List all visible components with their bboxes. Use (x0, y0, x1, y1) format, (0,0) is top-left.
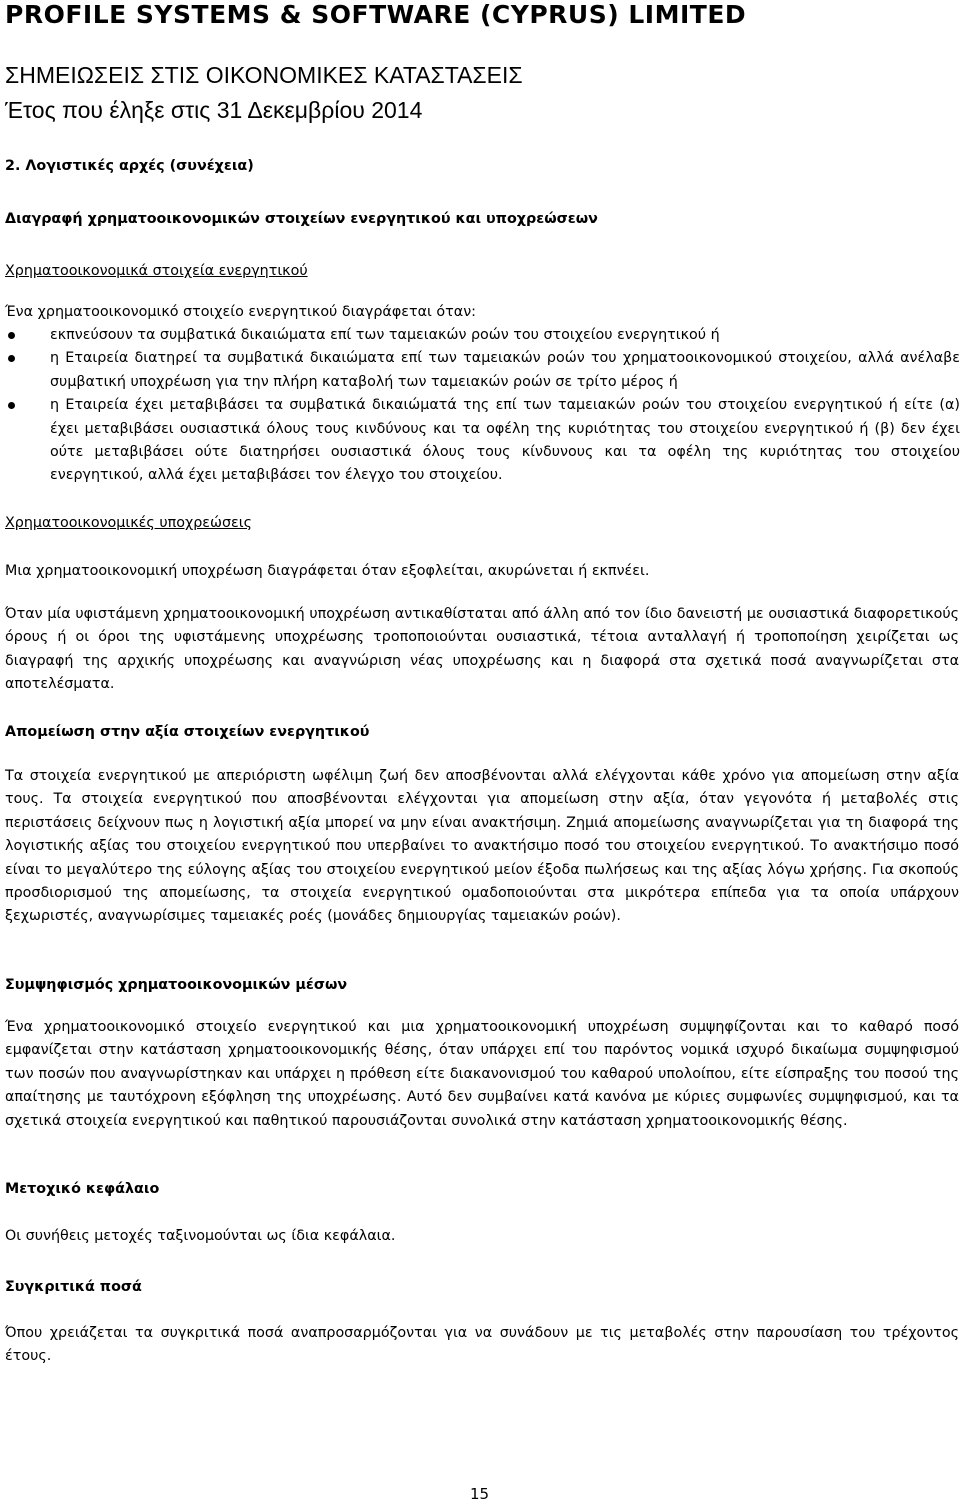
list-item-text: η Εταιρεία διατηρεί τα συμβατικά δικαιώματα επί των ταμειακών ροών του χρηματοοικονομικού στοιχείου, αλλά ανέλαβε συμβατική υποχρέωση για την πλήρη καταβολή των ταμειακών ροών σε τρίτο μέρος ή (50, 350, 960, 390)
impairment-heading: Απομείωση στην αξία στοιχείων ενεργητικού (5, 724, 370, 740)
share-capital-heading: Μετοχικό κεφάλαιο (5, 1181, 160, 1197)
list-item (5, 347, 960, 394)
list-item (5, 394, 960, 488)
company-name: PROFILE SYSTEMS & SOFTWARE (CYPRUS) LIMITED (5, 0, 747, 29)
list-item (5, 324, 960, 347)
list-item-text: η Εταιρεία έχει μεταβιβάσει τα συμβατικά δικαιώματά της επί των ταμειακών ροών του στοιχείου ενεργητικού ή είτε (α) έχει μεταβιβάσει ουσιαστικά όλους τους κινδύνους και τα οφέλη της κυριότητας του στοιχείου ενεργητικού ή (β) δεν έχει ούτε μεταβιβάσει ούτε διατηρήσει ουσιαστικά όλους τους κίνδυνους και τα οφέλη της κυριότητας του στοιχείου ενεργητικού, αλλά έχει μεταβιβάσει τον έλεγχο του στοιχείου. (50, 397, 960, 484)
bullet-icon (8, 332, 15, 339)
financial-assets-subheading: Χρηματοοικονομικά στοιχεία ενεργητικού (5, 263, 308, 279)
comparatives-paragraph: Όπου χρειάζεται τα συγκριτικά ποσά αναπροσαρμόζονται για να συνάδουν με τις μεταβολές στην παρουσίαση του τρέχοντος έτους. (5, 1325, 959, 1365)
financial-liabilities-paragraph-1: Μια χρηματοοικονομική υποχρέωση διαγράφεται όταν εξοφλείται, ακυρώνεται ή εκπνέει. (5, 563, 650, 579)
bullet-icon (8, 355, 15, 362)
document-title: ΣΗΜΕΙΩΣΕΙΣ ΣΤΙΣ ΟΙΚΟΝΟΜΙΚΕΣ ΚΑΤΑΣΤΑΣΕΙΣ (5, 62, 523, 88)
section-title: 2. Λογιστικές αρχές (συνέχεια) (5, 158, 254, 174)
reporting-period: Έτος που έληξε στις 31 Δεκεμβρίου 2014 (5, 97, 423, 123)
bullet-icon (8, 402, 15, 409)
offsetting-paragraph: Ένα χρηματοοικονομικό στοιχείο ενεργητικού και μια χρηματοοικονομική υποχρέωση συμψηφίζονται και το καθαρό ποσό εμφανίζεται στην κατάσταση χρηματοοικονομικής θέσης, όταν υπάρχει επί του παρόντος νομικά ισχυρό δικαίωμα συμψηφισμού των ποσών που αναγνωρίστηκαν και υπάρχει η πρόθεση είτε διακανονισμού του καθαρού υπολοίπου, είτε είσπραξης του ποσού της απαίτησης με ταυτόχρονη εξόφληση της υποχρέωσης. Αυτό δεν συμβαίνει κατά κανόνα με κύριες συμφωνίες συμψηφισμού, και τα σχετικά στοιχεία ενεργητικού και παθητικού παρουσιάζονται συνολικά στην κατάσταση χρηματοοικονομικής θέσης. (5, 1019, 959, 1129)
derecognition-conditions-list (5, 324, 960, 488)
page-number: 15 (470, 1485, 490, 1503)
financial-liabilities-subheading: Χρηματοοικονομικές υποχρεώσεις (5, 515, 252, 531)
financial-liabilities-paragraph-2: Όταν μία υφιστάμενη χρηματοοικονομική υποχρέωση αντικαθίσταται από άλλη από τον ίδιο δανειστή με ουσιαστικά διαφορετικούς όρους ή οι όροι της υφιστάμενης υποχρέωσης τροποποιούνται ουσιαστικά, τέτοια ανταλλαγή ή τροποποίηση χειρίζεται ως διαγραφή της αρχικής υποχρέωσης και αναγνώριση νέας υποχρέωσης και η διαφορά στα σχετικά ποσά αναγνωρίζεται στα αποτελέσματα. (5, 606, 959, 693)
impairment-paragraph: Τα στοιχεία ενεργητικού με απεριόριστη ωφέλιμη ζωή δεν αποσβένονται αλλά ελέγχονται κάθε χρόνο για απομείωση στην αξία τους. Τα στοιχεία ενεργητικού που αποσβένονται ελέγχονται για απομείωση στην αξία, όταν γεγονότα ή μεταβολές στις περιστάσεις δείχνουν πως η λογιστική αξία μπορεί να μην είναι ανακτήσιμη. Ζημιά απομείωσης αναγνωρίζεται για τη διαφορά της λογιστικής αξίας του στοιχείου ενεργητικού που υπερβαίνει το ανακτήσιμο ποσό του στοιχείου ενεργητικού. Το ανακτήσιμο ποσό είναι το μεγαλύτερο της εύλογης αξίας του στοιχείου ενεργητικού μείον έξοδα πωλήσεως και της αξίας λόγω χρήσης. Για σκοπούς προσδιορισμού της απομείωσης, τα στοιχεία ενεργητικού ομαδοποιούνται στα μικρότερα επίπεδα για τα οποία υπάρχουν ξεχωριστές, αναγνωρίσιμες ταμειακές ροές (μονάδες δημιουργίας ταμειακών ροών). (5, 768, 959, 925)
share-capital-paragraph: Οι συνήθεις μετοχές ταξινομούνται ως ίδια κεφάλαια. (5, 1228, 396, 1244)
financial-assets-intro: Ένα χρηματοοικονομικό στοιχείο ενεργητικού διαγράφεται όταν: (5, 304, 477, 320)
offsetting-heading: Συμψηφισμός χρηματοοικονομικών μέσων (5, 977, 348, 993)
list-item-text: εκπνεύσουν τα συμβατικά δικαιώματα επί των ταμειακών ροών του στοιχείου ενεργητικού ή (50, 327, 720, 343)
comparatives-heading: Συγκριτικά ποσά (5, 1279, 142, 1295)
derecognition-heading: Διαγραφή χρηματοοικονομικών στοιχείων ενεργητικού και υποχρεώσεων (5, 211, 598, 227)
